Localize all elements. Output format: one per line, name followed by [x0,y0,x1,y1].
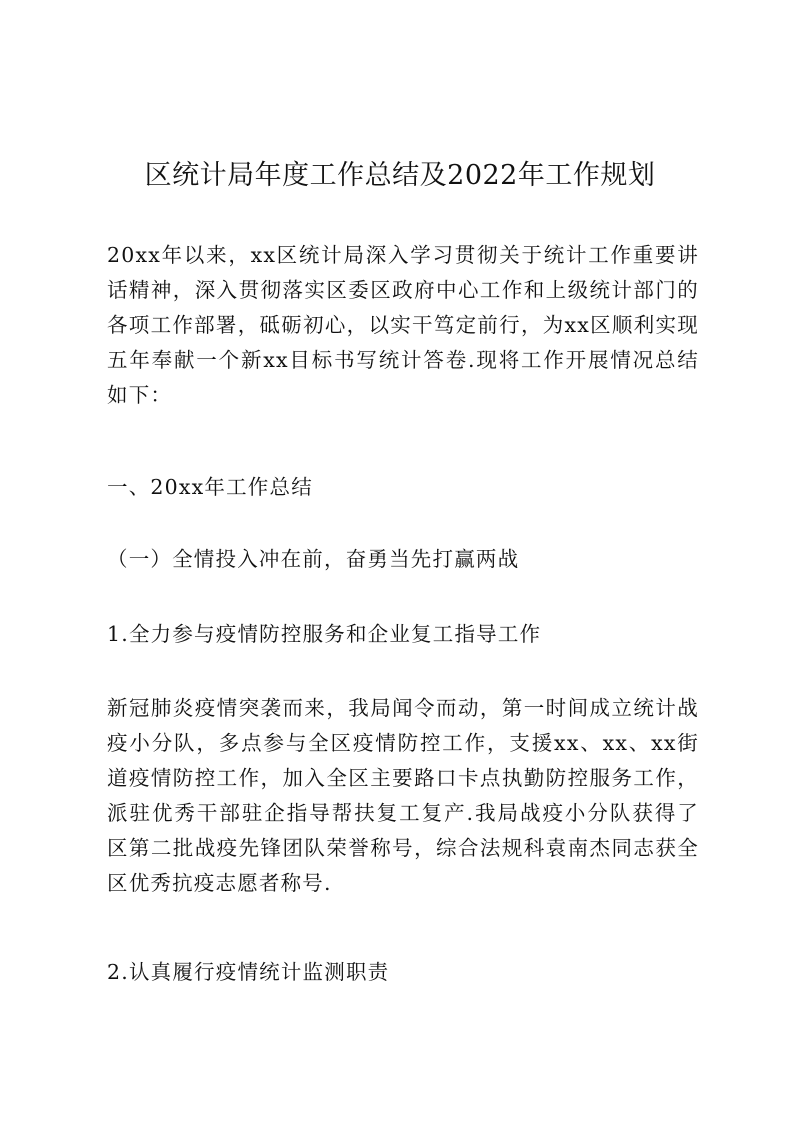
section-heading: 一、20xx年工作总结 [107,475,313,499]
item-heading: 1.全力参与疫情防控服务和企业复工指导工作 [107,622,542,646]
subsection-heading: （一）全情投入冲在前，奋勇当先打赢两战 [107,547,520,571]
intro-paragraph: 20xx年以来，xx区统计局深入学习贯彻关于统计工作重要讲话精神，深入贯彻落实区委区政府中心工作和上级统计部门的各项工作部署，砥砺初心，以实干笃定前行，为xx区顺利实现五年奉献一个新xx目标书写统计答卷.现将工作开展情况总结如下： [107,243,699,407]
item-heading: 2.认真履行疫情统计监测职责 [107,960,390,984]
item-body-paragraph: 新冠肺炎疫情突袭而来，我局闻令而动，第一时间成立统计战疫小分队，多点参与全区疫情防控工作，支援xx、xx、xx街道疫情防控工作，加入全区主要路口卡点执勤防控服务工作，派驻优秀干部驻企指导帮扶复工复产.我局战疫小分队获得了区第二批战疫先锋团队荣誉称号，综合法规科袁南杰同志获全区优秀抗疫志愿者称号. [107,696,699,895]
document-title: 区统计局年度工作总结及2022年工作规划 [144,160,656,191]
